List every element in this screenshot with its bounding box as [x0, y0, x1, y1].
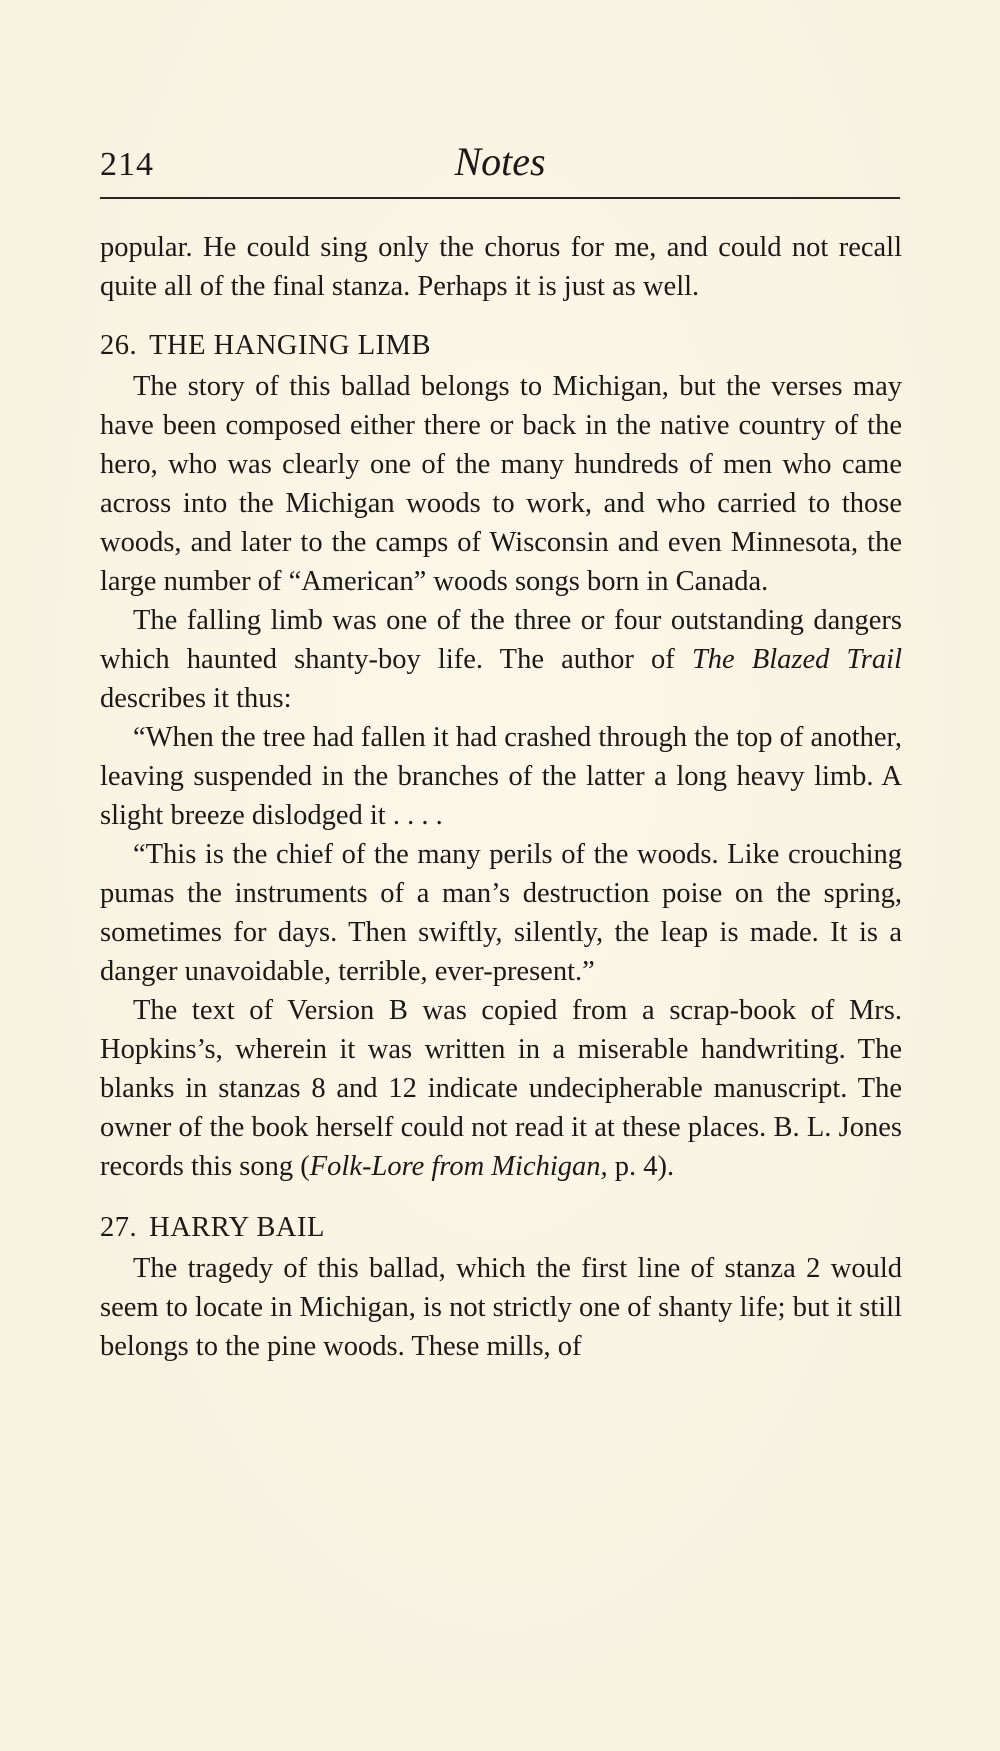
section-heading-27 [100, 1208, 902, 1247]
quotation-1: “When the tree had fallen it had crashed through the top of another, leaving suspended in the branches of the latter a long heavy limb. A slight breeze dislodged it . . . . [100, 722, 902, 831]
section-27-paragraph-1: The tragedy of this ballad, which the first line of stanza 2 would seem to locate in Michigan, is not strictly one of shanty life; but it still belongs to the pine woods. These mills, of [100, 1253, 902, 1362]
book-title: Folk-Lore from Michigan, [309, 1151, 608, 1182]
paragraph-text: The text of Version B was copied from a scrap-book of Mrs. Hopkins’s, wherein it was written in a miserable handwriting. The blanks in stanzas 8 and 12 indicate undecipherable manuscript. The owner of the book herself could not read it at these places. B. L. Jones records this song ( [100, 995, 902, 1182]
section-26-paragraph-2 [100, 601, 902, 718]
section-title: HARRY BAIL [149, 1212, 325, 1243]
header-rule [100, 197, 900, 199]
section-title: THE HANGING LIMB [149, 330, 432, 361]
book-title: The Blazed Trail [691, 644, 902, 675]
section-26-paragraph-3 [100, 991, 902, 1186]
paragraph-text: describes it thus: [100, 683, 292, 714]
paragraph-text: p. 4). [607, 1151, 675, 1182]
body-text [100, 228, 902, 1366]
section-26-paragraph-1: The story of this ballad belongs to Michigan, but the verses may have been composed either there or back in the native country of the hero, who was clearly one of the many hundreds of men who came across into the Michigan woods to work, and who carried to those woods, and later to the camps of Wisconsin and even Minnesota, the large number of “American” woods songs born in Canada. [100, 371, 902, 597]
page-number: 214 [100, 146, 154, 183]
section-heading-26 [100, 326, 902, 365]
section-number: 26. [100, 330, 138, 361]
section-number: 27. [100, 1212, 138, 1243]
intro-paragraph: popular. He could sing only the chorus for me, and could not recall quite all of the final stanza. Perhaps it is just as well. [100, 232, 902, 302]
quotation-2: “This is the chief of the many perils of the woods. Like crouching pumas the instruments of a man’s destruction poise on the spring, sometimes for days. Then swiftly, silently, the leap is made. It is a danger unavoidable, terrible, ever-present.” [100, 839, 902, 987]
running-head: Notes [454, 139, 546, 184]
paragraph-text: The falling limb was one of the three or four outstanding dangers which haunted shanty-boy life. The author of [100, 605, 902, 675]
page-header [100, 138, 900, 190]
